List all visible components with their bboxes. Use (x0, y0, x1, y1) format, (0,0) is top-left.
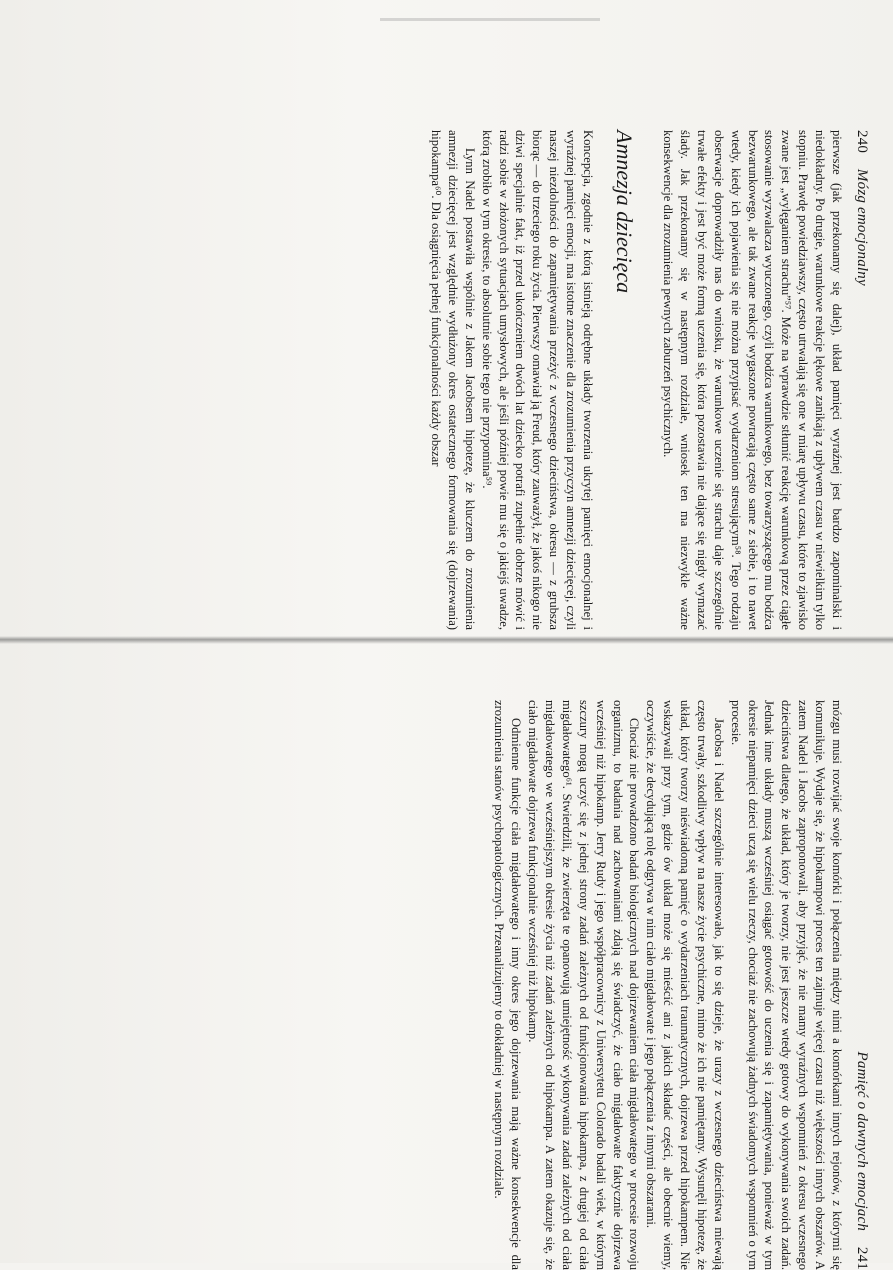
left-paragraph: Lynn Nadel postawiła wspólnie z Jakem Jacobsem hipotezę, że kluczem do zrozumienia amnezji dziecięcej jest względnie wydłużony okres ostatecznego formowania się (dojrzewania) hipokampa⁶⁰. Dla osiągnięcia pełnej funkcjonalności każdy obszar (429, 130, 477, 630)
right-paragraph: Jacobsa i Nadel szczególnie interesowało, jak to się dzieje, że urazy z wczesnego dzieciństwa miewają często trwały, szkodliwy wpływ na nasze życie psychiczne, mimo że ich nie pamiętamy. Wysunęli hipotezę, że układ, który tworzy nieświadomą pamięć o wydarzeniach traumatycznych, dojrzewa przed hipokampem. Nie wskazywali przy tym, gdzie ów układ może się mieścić ani z jakich składać części, ale obecnie wiemy, oczywiście, że decydującą rolę odgrywa w nim ciało migdałowate i jego połączenia z innymi obszarami. (644, 700, 726, 1270)
left-head-group (853, 130, 870, 286)
left-paragraph: Koncepcja, zgodnie z którą istnieją odrębne układy tworzenia ukrytej pamięci emocjonalnej i wyraźnej pamięci emocji, ma istotne znaczenie dla zrozumienia przyczyn amnezji dziecięcej, czyli naszej niezdolności do zapamiętywania przeżyć z wczesnego dzieciństwa, okresu — z grubsza biorąc — do trzeciego roku życia. Pierwszy omawiał ją Freud, który zauważył, że jakoś nikogo nie dziwi specjalnie fakt, iż przed ukończeniem dwóch lat dziecko potrafi zupełnie dobrze mówić i radzi sobie w złożonych sytuacjach umysłowych, ale jeśli później powie mu się o jakiejś uwadze, którą zrobiło w tym okresie, to absolutnie sobie tego nie przypomina⁵⁹. (479, 130, 595, 630)
right-paragraph: Chociaż nie prowadzono badań biologicznych nad dojrzewaniem ciała migdałowatego w procesie rozwoju organizmu, to badania nad zachowaniami zdają się świadczyć, że ciało migdałowate faktycznie dojrzewa wcześniej niż hipokamp. Jerry Rudy i jego współpracownicy z Uniwersytetu Colorado badali wiek, w którym szczury mogą uczyć się z jednej strony zadań zależnych od funkcjonowania hipokampa, z drugiej od ciała migdałowatego⁶¹. Stwierdzili, że zwierzęta te opanowują umiejętność wykonywania zadań zależnych od ciała migdałowatego we wcześniejszym okresie życia niż zadań zależnych od hipokampa. A zatem okazuje się, że ciało migdałowate dojrzewa funkcjonalnie wcześniej niż hipokamp. (526, 700, 642, 1270)
left-running-head (853, 130, 870, 630)
right-running-title: Pamięć o dawnych emocjach (854, 1051, 870, 1232)
right-head-group (853, 1052, 870, 1270)
left-page-number: 240 (854, 130, 870, 154)
page-fold (0, 636, 893, 644)
right-paragraph: Odmienne funkcje ciała migdałowatego i inny okres jego dojrzewania mają ważne konsekwencje dla zrozumienia stanów psychopatologicznych. Przeanalizujemy to dokładniej w następnym rozdziale. (492, 700, 524, 1270)
left-paragraph: pierwsze (jak przekonamy się dalej), układ pamięci wyraźnej jest bardzo zapominalski i niedokładny. Po drugie, warunkowe reakcje lękowe zanikają z upływem czasu w niewielkim tylko stopniu. Prawdę powiedziawszy, często utrwalają się one w miarę upływu czasu, które to zjawisko zwane jest „wylęganiem strachu”⁵⁷. Może na wprawdzie stłumić reakcję warunkową przez ciągłe stosowanie wyzwalacza wyuczonego, czyli bodźca warunkowego, bez towarzyszącego mu bodźca bezwarunkowego, ale tak zwane reakcje wygaszone powracają często same z siebie, i to nawet wtedy, kiedy ich pojawienia się nie można przypisać wydarzeniom stresującym⁵⁸. Tego rodzaju obserwacje doprowadziły nas do wniosku, że warunkowe uczenie się strachu daje szczególnie trwałe efekty i jest być może formą uczenia się, która pozostawia nie dające się nigdy wymazać ślady. Jak przekonamy się w następnym rozdziale, wniosek ten ma niezwykle ważne konsekwencje dla zrozumienia pewnych zaburzeń psychicznych. (661, 130, 844, 630)
scan-smudge (380, 18, 600, 21)
right-page-number: 241 (854, 1246, 870, 1270)
left-page (90, 130, 870, 630)
section-title: Amnezja dziecięca (612, 130, 638, 294)
right-running-head (853, 700, 870, 1270)
left-running-title: Mózg emocjonalny (854, 168, 870, 286)
left-page-text (427, 130, 845, 630)
right-paragraph: mózgu musi rozwijać swoje komórki i połączenia między nimi a komórkami innych rejonów, z którymi się komunikuje. Wydaje się, że hipokampowi proces ten zajmuje więcej czasu niż większości innych obszarów. A zatem Nadel i Jacobs zaproponowali, aby przyjąć, że nie mamy wyraźnych wspomnień z okresu wczesnego dzieciństwa dlatego, że układ, który je tworzy, nie jest jeszcze wtedy gotowy do wykonywania swoich zadań. Jednak inne układy muszą wcześniej osiągać gotowość do uczenia się i zapamiętywania, ponieważ w tym okresie niepamięci dzieci uczą się wielu rzeczy, chociaż nie zachowują żadnych świadomych wspomnień o tym procesie. (728, 700, 844, 1270)
right-page (90, 700, 870, 1270)
right-page-text (491, 700, 845, 1270)
